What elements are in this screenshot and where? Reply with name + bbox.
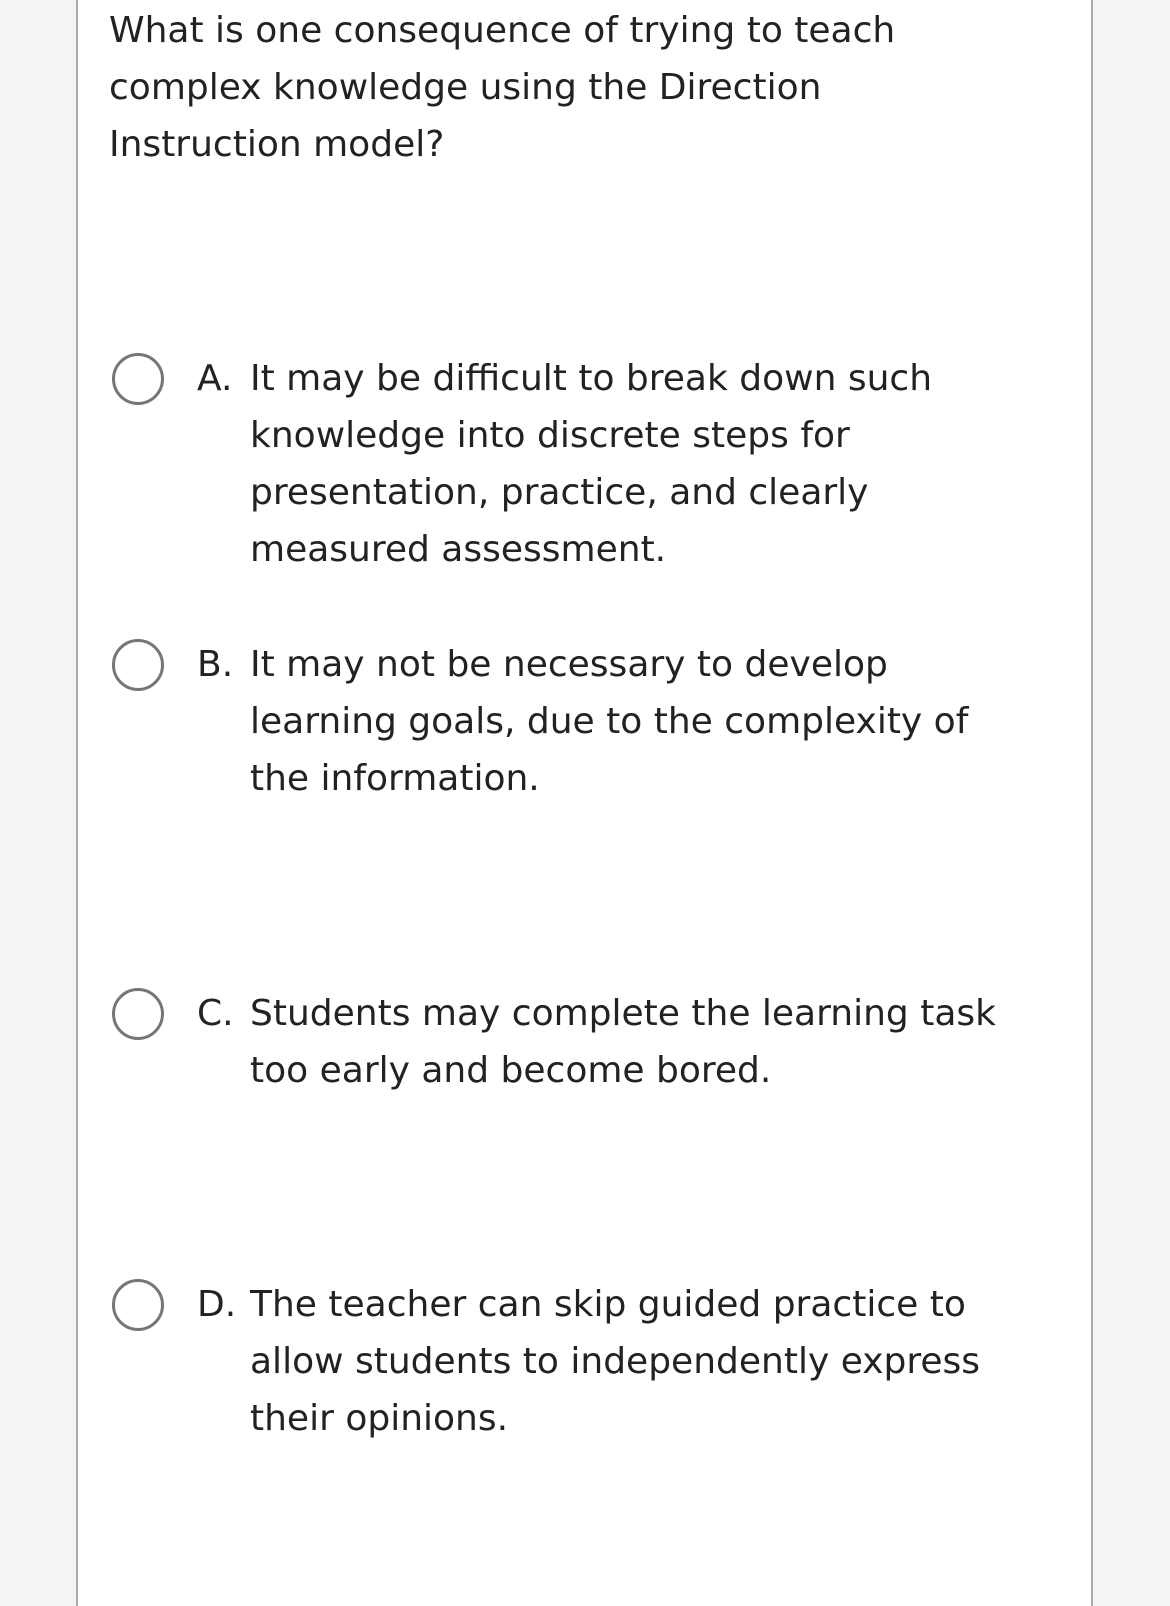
option-text-b: It may not be necessary to develop learning goals, due to the complexity of the information. bbox=[250, 644, 969, 799]
question-card bbox=[76, 0, 1093, 1606]
radio-button-d[interactable] bbox=[112, 1279, 164, 1331]
option-text-a: It may be difficult to break down such knowledge into discrete steps for presentation, practice, and clearly measured assessment. bbox=[250, 358, 933, 570]
option-text-c: Students may complete the learning task too early and become bored. bbox=[250, 993, 996, 1091]
option-letter-d: D. bbox=[197, 1284, 237, 1325]
radio-button-a[interactable] bbox=[112, 353, 164, 405]
radio-button-b[interactable] bbox=[112, 639, 164, 691]
option-text-d: The teacher can skip guided practice to allow students to independently express their opinions. bbox=[250, 1284, 981, 1439]
option-letter-c: C. bbox=[197, 993, 234, 1034]
radio-button-c[interactable] bbox=[112, 988, 164, 1040]
option-letter-a: A. bbox=[197, 358, 233, 399]
option-letter-b: B. bbox=[197, 644, 234, 685]
question-text: What is one consequence of trying to teach complex knowledge using the Direction Instruction model? bbox=[109, 10, 896, 165]
